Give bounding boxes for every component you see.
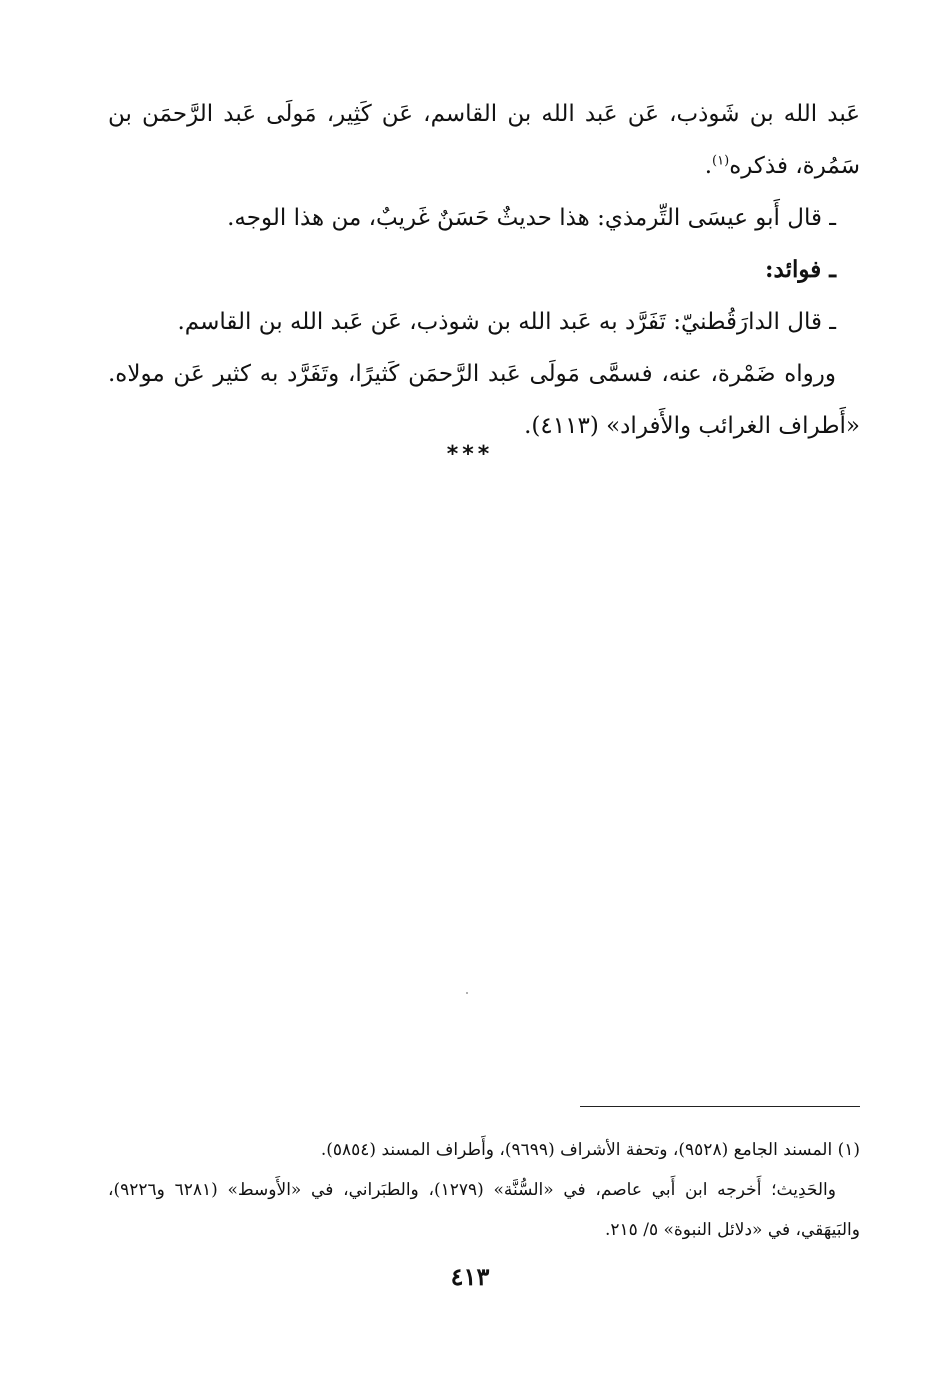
paragraph-isnad — [108, 88, 860, 192]
paragraph-isnad-tail: . — [704, 153, 713, 179]
scan-speck — [466, 992, 468, 994]
heading-fawaid: ـ فوائد: — [765, 256, 836, 283]
paragraph-daraqutni: ـ قال الدارَقُطنيّ: تَفَرَّد به عَبد الله بن شوذب، عَن عَبد الله بن القاسم. — [177, 309, 836, 335]
paragraph-damra: ورواه ضَمْرة، عنه، فسمَّى مَولَى عَبد الرَّحمَن كَثيرًا، وتَفَرَّد به كثير عَن مولاه. «أَطراف الغرائب والأَفراد» (٤١١٣). — [108, 361, 860, 439]
footnote-divider — [580, 1106, 860, 1107]
paragraph-tirmidhi: ـ قال أَبو عيسَى التِّرمذي: هذا حديثٌ حَسَنٌ غَريبٌ، من هذا الوجه. — [227, 205, 836, 231]
footnote-1: (١) المسند الجامع (٩٥٢٨)، وتحفة الأشراف (٩٦٩٩)، وأَطراف المسند (٥٨٥٤). — [320, 1140, 860, 1160]
paragraph-isnad-text: عَبد الله بن شَوذب، عَن عَبد الله بن القاسم، عَن كَثِير، مَولَى عَبد الرَّحمَن بن سَمُرة، فذكره — [108, 101, 860, 179]
page-number: ٤١٣ — [450, 1262, 490, 1291]
main-text-block — [108, 88, 860, 452]
section-separator-stars: *** — [446, 442, 494, 467]
footnotes-block — [108, 1130, 860, 1250]
footnote-reference[interactable]: (١) — [712, 153, 730, 169]
footnote-hadith-sources: والحَدِيث؛ أَخرجه ابن أَبي عاصم، في «السُّنَّة» (١٢٧٩)، والطبَراني، في «الأَوسط» (٦٢٨١ و٩٢٢٦)، والبَيهَقي، في «دلائل النبوة» ٥/ ٢١٥. — [108, 1180, 860, 1240]
